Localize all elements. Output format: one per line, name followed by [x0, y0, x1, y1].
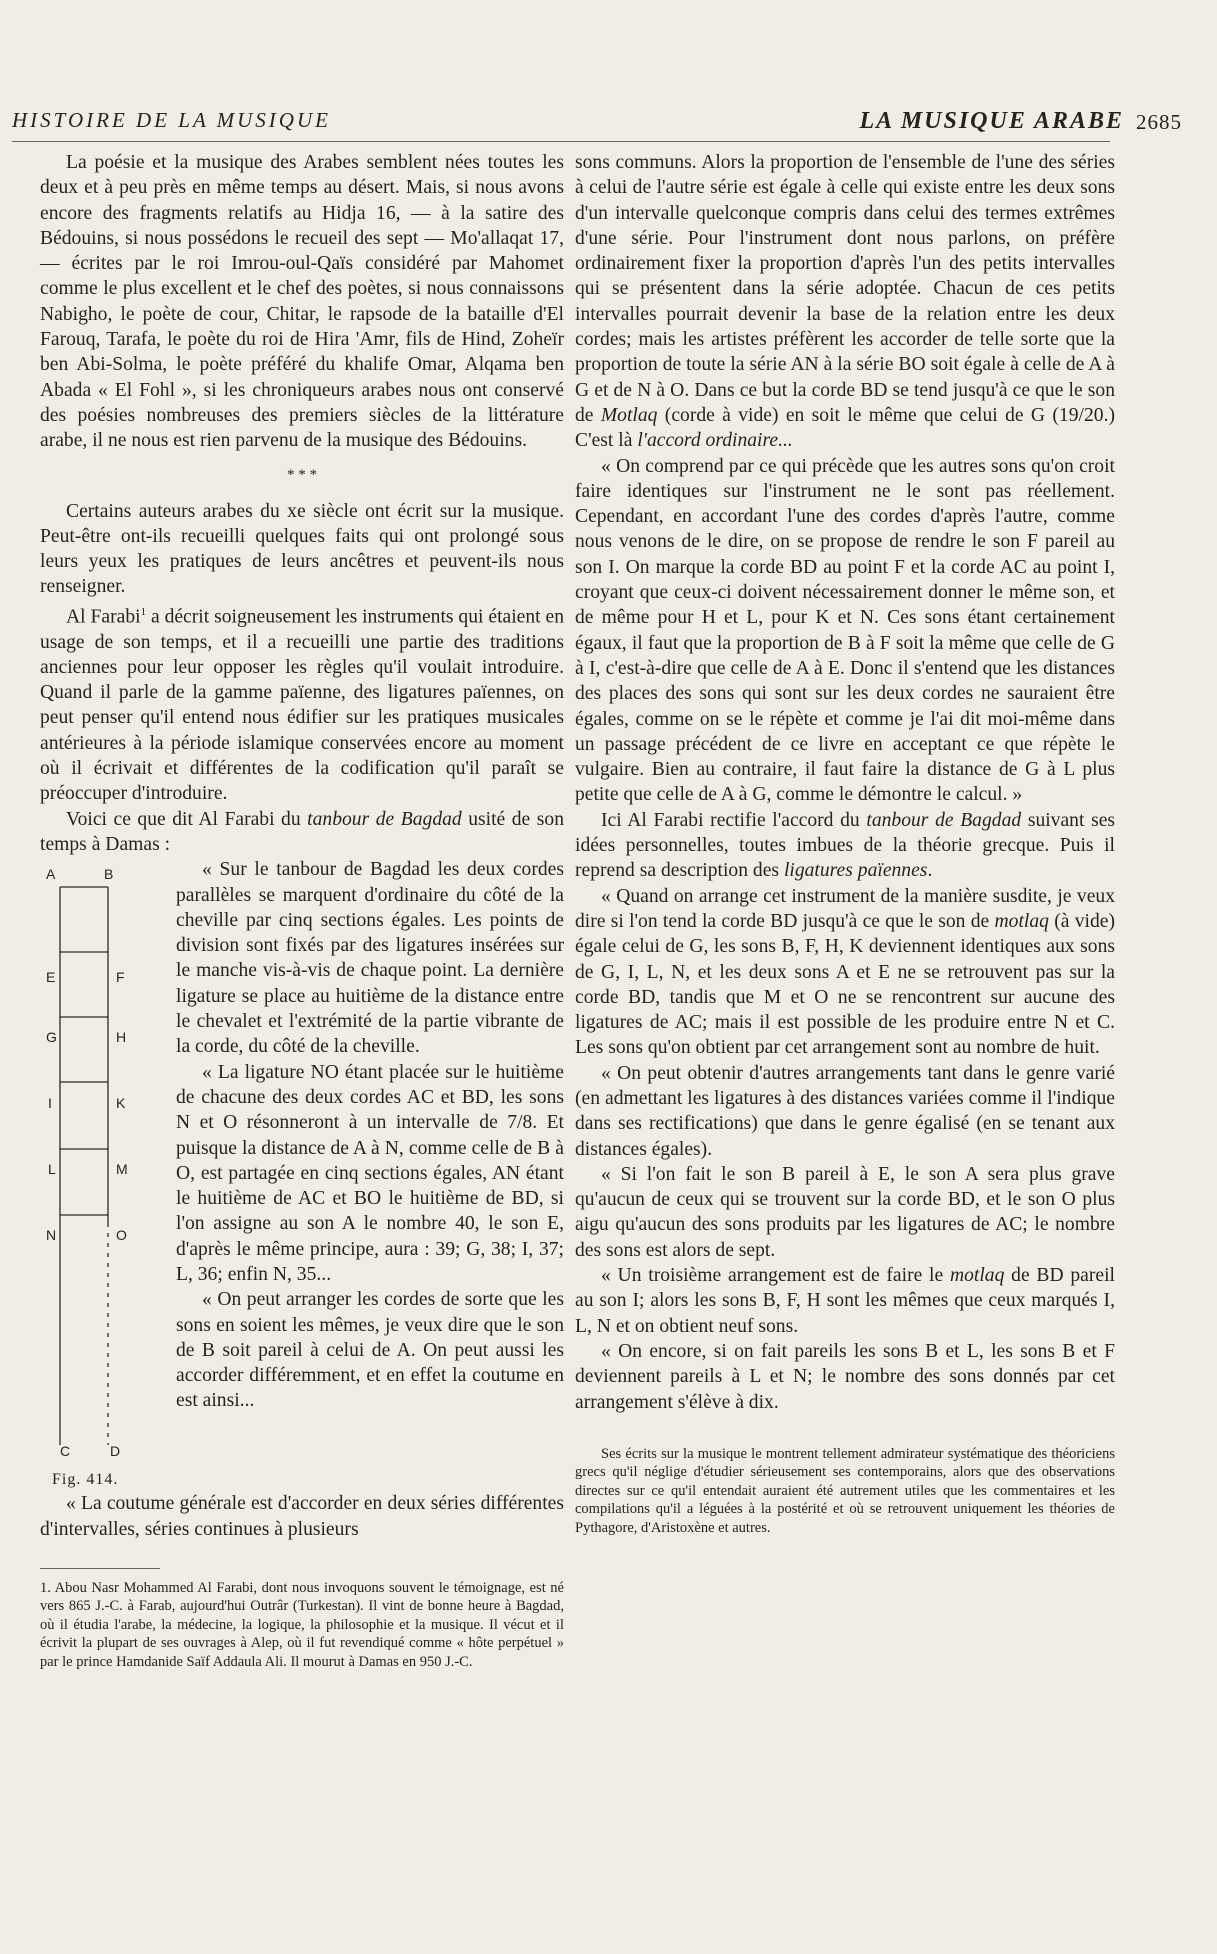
voici-text-end: usité de son temps à Damas : [40, 808, 564, 855]
paragraph-comprend: « On comprend par ce qui précède que les autres sons qu'on croit faire identiques sur l'instrument ne le sont pas réellement. Cependant, en accordant l'une des cordes d'après l'autre, comme nous venons de le dire, on se propose de rendre le son F pareil au son I. On marque la corde BD au point F et la corde AC au point I, croyant que ceux-ci doivent nécessairement donner le même son, et de même pour H et L, pour K et N. Ces sons étant certainement égaux, il faut que la proportion de B à F soit la même que celle de G à I, c'est-à-dire que celle de A à E. Donc il s'entend que les distances des places des sons qui sont sur les deux cordes ne sauraient être égales, comme on se le répète et comme je l'ai dit moi-même dans un passage précédent de ce livre en acceptant ce que répète le vulgaire. Bien au contraire, il faut faire la distance de G à L plus petite que celle de A à G, comme le démontre le calcul. » [575, 455, 1115, 806]
paragraph-troisieme [575, 1263, 1115, 1339]
motlaq-italic-3: motlaq [949, 1265, 1005, 1287]
fig-letter-c: C [60, 1443, 71, 1460]
continuation-text: sons communs. Alors la proportion de l'ensemble de l'une des séries à celui de l'autre série est égale à celle qui existe entre les deux sons d'un intervalle quelconque compris dans celui des termes extrêmes d'une série. Pour l'instrument dont nous parlons, on préfère ordinairement fixer la proportion d'après l'un des petits intervalles qui se présentent dans la série adoptée. Chacun de ces petits intervalles pourrait devenir la base de la relation entre les deux cordes; mais les artistes préfèrent les accorder de telle sorte que la proportion de toute la série AN à la série BO soit égale à celle de A à G et de N à O. Dans ce but la corde BD se tend jusqu'à ce que le son de [575, 152, 1115, 426]
header-rule [12, 141, 1110, 142]
paragraph-continuation [575, 150, 1115, 454]
footnote-farabi: 1. Abou Nasr Mohammed Al Farabi, dont nous invoquons souvent le témoignage, est né vers 865 J.-C. à Farab, aujourd'hui Outrâr (Turkestan). Il vint de bonne heure à Bagdad, où il étudia l'arabe, la médecine, la logique, la philosophie et la musique. Il vécut et il écrivit la plupart de ses ouvrages à Alep, où il fut revendiqué comme « hôte perpétuel » par le prince Hamdanide Saïf Addaula Ali. Il mourut à Damas en 950 J.-C. [40, 1579, 564, 1670]
paragraph-rectifie [575, 808, 1115, 884]
left-column [40, 150, 564, 1671]
paragraph-arrange [575, 884, 1115, 1061]
footnote-rule [40, 1568, 160, 1569]
tanbour-svg [38, 857, 166, 1491]
fig-letter-f: F [116, 969, 125, 986]
fig-letter-i: I [48, 1095, 52, 1112]
section-separator: * * * [287, 466, 317, 483]
accord-italic: l'accord ordinaire... [637, 430, 793, 452]
figure-tanbour-diagram [38, 857, 166, 1491]
quote-3: « On peut arranger les cordes de sorte que les sons en soient les mêmes, je veux dire que le son de B soit pareil à celui de A. On peut aussi les accorder différemment, et en effet la coutume en est ainsi... [176, 1289, 564, 1412]
right-column [575, 150, 1115, 1537]
paragraph-voici [40, 807, 564, 858]
motlaq-italic: Motlaq [600, 404, 658, 426]
quote-2: « La ligature NO étant placée sur le huitième de chacune des deux cordes AC et BD, les sons N et O résonneront à un intervalle de 7/8. Et puisque la distance de A à N, comme celle de B à O, est partagée en cinq sections égales, AN étant le huitième de AC et BO le huitième de BD, si l'on assigne au son A le nombre 40, le son E, d'après le même principe, aura : 39; G, 38; I, 37; L, 36; enfin N, 35... [176, 1061, 564, 1285]
continuation-text-2: (corde à vide) en soit le même que celui de G (19/20.) C'est là [575, 404, 1115, 452]
arrange-text-2: (à vide) égale celui de G, les sons B, F, H, K deviennent identiques aux sons de G, I, L, N, et les deux sons A et E ne se retrouvent pas sur la corde BD, tandis que M et O ne se rencontrent sur aucune des ligatures de AC; mais il est possible de les produire entre N et C. Les sons qu'on obtient par cet arrangement sont au nombre de huit. [575, 910, 1116, 1059]
fig-letter-b: B [104, 866, 114, 883]
fig-letter-d: D [110, 1443, 121, 1460]
fig-letter-n: N [46, 1227, 57, 1244]
fig-letter-h: H [116, 1029, 127, 1046]
paragraph-farabi [40, 600, 564, 807]
quote-with-figure [40, 857, 564, 1489]
footnote-ref: 1 [140, 605, 147, 618]
fig-letter-e: E [46, 969, 56, 986]
ligatures-italic: ligatures païennes [783, 860, 928, 882]
fig-letter-o: O [116, 1227, 127, 1244]
voici-italic: tanbour de Bagdad [307, 808, 462, 830]
troisieme-text-2: de BD pareil au son I; alors les sons B, F, H sont les mêmes que ceux marqués I, L, N et on obtient neuf sons. [575, 1265, 1115, 1337]
rectifie-text: Ici Al Farabi rectifie l'accord du [601, 809, 867, 831]
running-header [12, 108, 1182, 140]
quote-1: « Sur le tanbour de Bagdad les deux cordes parallèles se marquent d'ordinaire du côté de la cheville par cinq sections égales. Les points de division sont fixés par des ligatures insérées sur le manche vis-à-vis de chaque point. La dernière ligature se place au huitième de la distance entre le chevalet et l'extrémité de la partie vibrante de la corde, du côté de la cheville. [176, 859, 564, 1058]
paragraph-genre: « On peut obtenir d'autres arrangements tant dans le genre varié (en admettant les ligatures à des distances variées comme il l'indique dans ses rectifications) que dans le genre égalisé (en se tenant aux distances égales). [575, 1062, 1115, 1160]
paragraph-son-b: « Si l'on fait le son B pareil à E, le son A sera plus grave qu'aucun de ceux qui se trouvent sur la corde BD, et le son O plus aigu qu'aucun des sons produits par les ligatures de AC; le nombre des sons est alors de sept. [575, 1163, 1115, 1261]
quote-4: « La coutume générale est d'accorder en deux séries différentes d'intervalles, séries continues à plusieurs [40, 1493, 564, 1540]
troisieme-text: « Un troisième arrangement est de faire le [601, 1265, 950, 1287]
page-number: 2685 [1136, 110, 1182, 134]
figure-caption: Fig. 414. [52, 1471, 119, 1489]
tanbour-italic: tanbour de Bagdad [866, 809, 1022, 831]
fig-letter-k: K [116, 1095, 126, 1112]
rectifie-text-2: suivant ses idées personnelles, toutes imbues de la théorie grecque. Puis il reprend sa description des [575, 809, 1116, 882]
header-book-title: HISTOIRE DE LA MUSIQUE [12, 108, 331, 132]
fig-letter-l: L [48, 1161, 56, 1178]
header-chapter-title: LA MUSIQUE ARABE [859, 108, 1124, 134]
paragraph-encore: « On encore, si on fait pareils les sons B et L, les sons B et F deviennent pareils à L et N; le nombre des sons donnés par cet arrangement s'élève à dix. [575, 1340, 1115, 1413]
rectifie-end: . [927, 860, 933, 882]
arrange-text: « Quand on arrange cet instrument de la manière susdite, je veux dire si l'on tend la corde BD jusqu'à ce que le son de [575, 885, 1115, 932]
footnote-continuation: Ses écrits sur la musique le montrent tellement admirateur systématique des théoriciens grecs qu'il néglige d'étudier sérieusement ses contemporains, alors que des observations directes sur ce qu'il entendait auraient été autrement utiles que les commentaires et les compilations qu'il a léguées à la postérité et où se retrouvent uniquement les théories de Pythagore, d'Aristoxène et autres. [575, 1445, 1115, 1536]
paragraph-authors: Certains auteurs arabes du xe siècle ont écrit sur la musique. Peut-être ont-ils recueilli quelques faits qui ont prolongé sous leurs yeux les pratiques de leurs ancêtres et peuvent-ils nous renseigner. [40, 500, 564, 598]
fig-letter-a: A [46, 866, 56, 883]
farabi-text: a décrit soigneusement les instruments qui étaient en usage de son temps, et il a recueilli une partie des traditions anciennes pour leur opposer les règles qu'il voulait introduire. Quand il parle de la gamme païenne, des ligatures païennes, on peut penser qu'il entend nous édifier sur les pratiques musicales antérieures à la période islamique conservées encore au moment où il écrivait et différentes de la codification qu'il paraît se préoccuper d'introduire. [40, 606, 564, 805]
paragraph-intro: La poésie et la musique des Arabes semblent nées toutes les deux et à peu près en même temps au désert. Mais, si nous avons encore des fragments relatifs au Hidja 16, — à la satire des Bédouins, si nous possédons le recueil des sept — Mo'allaqat 17, — écrites par le roi Imrou-oul-Qaïs considéré par Mahomet comme le plus excellent et le chef des poètes, si nous connaissons Nabigho, le poète de cour, Chitar, le rapsode de la bataille d'El Farouq, Tarafa, le poète du roi de Hira 'Amr, fils de Hind, Zoheïr ben Abi-Solma, le poète préféré du khalife Omar, Alqama ben Abada « El Fohl », si les chroniqueurs arabes nous ont conservé des poésies nombreuses des premiers siècles de la littérature arabe, il ne nous est rien parvenu de la musique des Bédouins. [40, 152, 564, 452]
farabi-name: Al Farabi [66, 606, 141, 628]
motlaq-italic-2: motlaq [994, 910, 1049, 932]
voici-text: Voici ce que dit Al Farabi du [66, 808, 308, 830]
fig-letter-m: M [116, 1161, 128, 1178]
fig-letter-g: G [46, 1029, 57, 1046]
